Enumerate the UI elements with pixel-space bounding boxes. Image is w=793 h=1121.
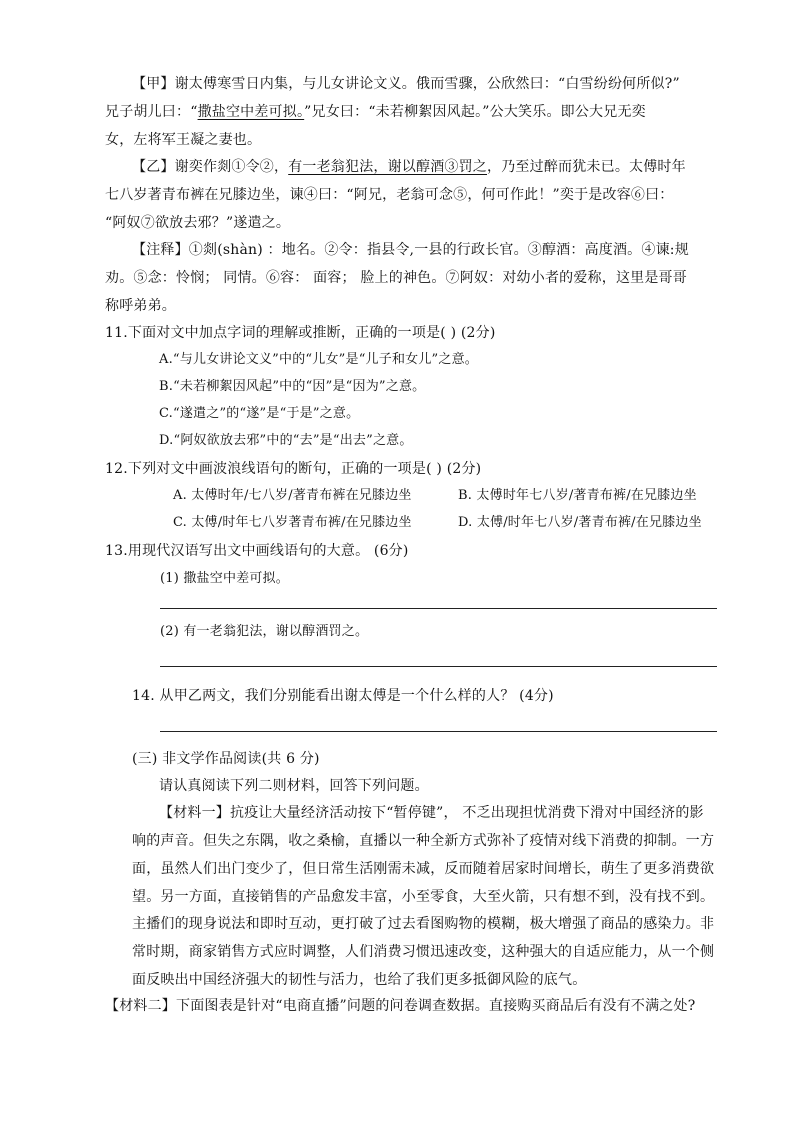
question-13-sub-2: (2) 有一老翁犯法，谢以醇酒罚之。: [160, 624, 369, 639]
passage-yi-line-1: [132, 157, 686, 177]
section-3-intro: 请认真阅读下列二则材料，回答下列问题。: [159, 778, 429, 794]
passage-yi-line-1-c: ，乃至过醉而犹未已。太傅时年: [487, 159, 686, 175]
notes-line-1: 【注释】①剡(shàn) ：地名。②令：指县令,一县的行政长官。③醇酒：高度酒。④谏:规: [132, 242, 689, 258]
material-1-line-2: 响的声音。但失之东隅，收之桑榆，直播以一种全新方式弥补了疫情对线下消费的抑制。一方: [132, 833, 715, 849]
material-1-line-7: 面反映出中国经济强大的韧性与活力，也给了我们更多抵御风险的底气。: [132, 972, 587, 988]
question-13-stem: 13.用现代汉语写出文中画线语句的大意。 (6分): [105, 543, 409, 559]
passage-jia-line-2-c: ”兄女曰：“未若柳絮因风起。”公大笑乐。即公大兄无奕: [304, 104, 646, 120]
material-1-line-1: 【材料一】抗疫让大量经济活动按下“暂停键”， 不乏出现担忧消费下滑对中国经济的影: [159, 805, 704, 821]
question-12-option-c: C. 太傅/时年七八岁著青布裤/在兄膝边坐: [173, 515, 412, 530]
question-11-stem: 11.下面对文中加点字词的理解或推断，正确的一项是( ) (2分): [105, 325, 496, 341]
question-11-option-a: A.“与儿女讲论文义”中的“儿女”是“儿子和女儿”之意。: [159, 352, 478, 367]
section-3-title: (三) 非文学作品阅读(共 6 分): [132, 751, 320, 767]
question-12-option-d: D. 太傅/时年七八岁/著青布裤/在兄膝边坐: [458, 515, 702, 530]
underlined-sentence-1: 撒盐空中差可拟。: [197, 104, 305, 120]
underlined-sentence-2: 有一老翁犯法，谢以醇酒③罚之: [288, 159, 488, 175]
material-2-line: 【材料二】下面图表是针对“电商直播”问题的问卷调查数据。直接购买商品后有没有不满之处?: [105, 998, 696, 1014]
passage-jia-line-3: 女，左将军王凝之妻也。: [105, 132, 262, 148]
question-11-option-c: C.“遂遣之”的“遂”是“于是”之意。: [159, 406, 360, 421]
material-1-line-6: 常时期，商家销售方式应时调整，人们消费习惯迅速改变，这种强大的自适应能力，从一个侧: [132, 944, 715, 960]
question-14-stem: 14. 从甲乙两文，我们分别能看出谢太傅是一个什么样的人？ (4分): [132, 688, 554, 704]
passage-jia-line-2-a: 兄子胡儿曰：“: [105, 104, 198, 120]
notes-line-2: 劝。⑤念：怜悯； 同情。⑥容： 面容； 脸上的神色。⑦阿奴：对幼小者的爱称，这里是哥哥: [105, 270, 687, 286]
material-1-line-3: 面，虽然人们出门变少了，但日常生活刚需未减，反而随着居家时间增长，萌生了更多消费欲: [132, 861, 715, 877]
passage-yi-line-1-a: 【乙】谢奕作剡①令②，: [132, 159, 289, 175]
question-11-option-d: D.“阿奴欲放去邪”中的“去”是“出去”之意。: [159, 433, 413, 448]
material-1-line-4: 望。另一方面，直接销售的产品愈发丰富，小至零食，大至火箭，只有想不到，没有找不到。: [132, 889, 715, 905]
answer-line-13-2[interactable]: [160, 666, 717, 667]
passage-yi-line-3: “阿奴⑦欲放去邪？”遂遣之。: [105, 215, 291, 231]
answer-line-14[interactable]: [160, 731, 717, 732]
question-12-stem: 12.下列对文中画波浪线语句的断句，正确的一项是( ) (2分): [105, 461, 482, 477]
question-12-option-b: B. 太傅时年七八岁/著青布裤/在兄膝边坐: [458, 488, 697, 503]
question-11-option-b: B.“未若柳絮因风起”中的“因”是“因为”之意。: [159, 379, 426, 394]
notes-line-3: 称呼弟弟。: [105, 298, 176, 314]
passage-jia-line-2: [105, 102, 646, 122]
material-1-line-5: 主播们的现身说法和即时互动，更打破了过去看图购物的模糊，极大增强了商品的感染力。非: [132, 916, 715, 932]
question-12-option-a: A. 太傅时年/七八岁/著青布裤在兄膝边坐: [173, 488, 412, 503]
answer-line-13-1[interactable]: [160, 608, 717, 609]
question-13-sub-1: (1) 撒盐空中差可拟。: [160, 571, 289, 586]
passage-jia-line-1: 【甲】谢太傅寒雪日内集，与儿女讲论文义。俄而雪骤，公欣然曰：“白雪纷纷何所似?”: [132, 76, 680, 92]
passage-yi-line-2: 七八岁著青布裤在兄膝边坐，谏④曰：“阿兄，老翁可念⑤，何可作此！”奕于是改容⑥曰：: [105, 187, 674, 203]
